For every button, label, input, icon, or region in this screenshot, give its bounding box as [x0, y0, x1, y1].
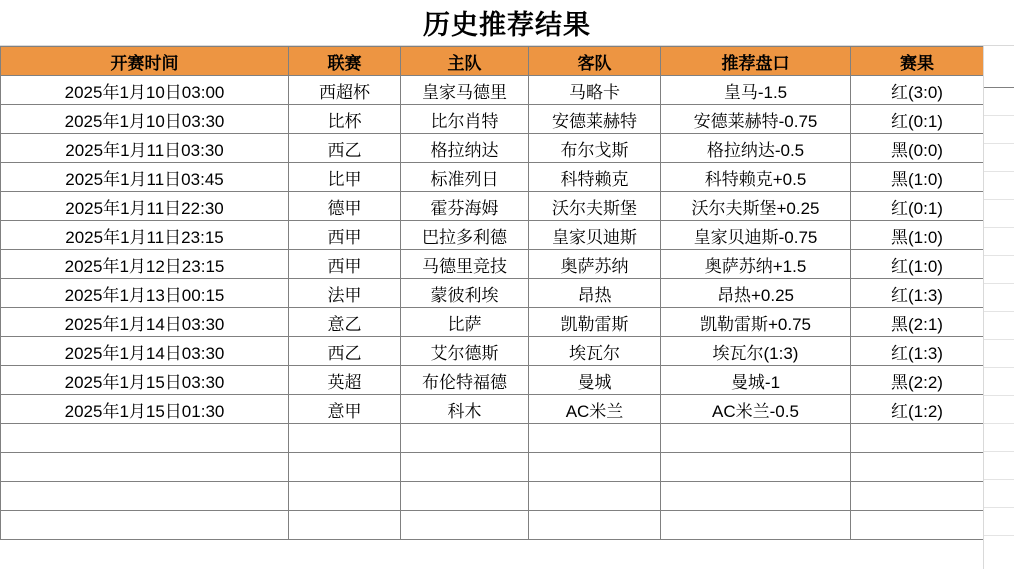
- empty-cell[interactable]: [401, 424, 529, 453]
- table-row: [1, 250, 984, 279]
- cell-time[interactable]: 2025年1月15日03:30: [1, 366, 289, 395]
- cell-time[interactable]: 2025年1月14日03:30: [1, 308, 289, 337]
- right-margin-cell: [984, 144, 1014, 172]
- empty-cell[interactable]: [851, 453, 984, 482]
- right-margin-cell: [984, 396, 1014, 424]
- cell-time[interactable]: 2025年1月15日01:30: [1, 395, 289, 424]
- cell-result[interactable]: 红(0:1): [851, 105, 984, 134]
- empty-cell[interactable]: [1, 424, 289, 453]
- cell-away-team[interactable]: 埃瓦尔: [529, 337, 661, 366]
- table-body: [1, 76, 984, 540]
- empty-cell[interactable]: [1, 482, 289, 511]
- cell-home-team[interactable]: 比萨: [401, 308, 529, 337]
- cell-result[interactable]: 黑(0:0): [851, 134, 984, 163]
- cell-home-team[interactable]: 皇家马德里: [401, 76, 529, 105]
- cell-away-team[interactable]: 马略卡: [529, 76, 661, 105]
- cell-handicap[interactable]: 科特赖克+0.5: [661, 163, 851, 192]
- empty-cell[interactable]: [289, 482, 401, 511]
- cell-away-team[interactable]: AC米兰: [529, 395, 661, 424]
- sheet-right-margin: [983, 46, 1014, 569]
- cell-home-team[interactable]: 科木: [401, 395, 529, 424]
- right-margin-cell: [984, 452, 1014, 480]
- table-row: [1, 192, 984, 221]
- right-margin-cell: [984, 284, 1014, 312]
- cell-away-team[interactable]: 安德莱赫特: [529, 105, 661, 134]
- right-margin-cell: [984, 480, 1014, 508]
- empty-cell[interactable]: [529, 511, 661, 540]
- cell-home-team[interactable]: 马德里竞技: [401, 250, 529, 279]
- column-header-league[interactable]: 联赛: [289, 47, 401, 76]
- empty-cell[interactable]: [851, 511, 984, 540]
- cell-home-team[interactable]: 霍芬海姆: [401, 192, 529, 221]
- right-margin-cell: [984, 172, 1014, 200]
- cell-handicap[interactable]: 曼城-1: [661, 366, 851, 395]
- empty-cell[interactable]: [529, 482, 661, 511]
- cell-home-team[interactable]: 比尔肖特: [401, 105, 529, 134]
- cell-handicap[interactable]: 皇家贝迪斯-0.75: [661, 221, 851, 250]
- empty-cell[interactable]: [529, 424, 661, 453]
- cell-home-team[interactable]: 巴拉多利德: [401, 221, 529, 250]
- cell-result[interactable]: 红(3:0): [851, 76, 984, 105]
- table-row: [1, 76, 984, 105]
- table-header-row: [1, 47, 984, 76]
- empty-cell[interactable]: [1, 511, 289, 540]
- cell-handicap[interactable]: 埃瓦尔(1:3): [661, 337, 851, 366]
- right-margin-cell: [984, 116, 1014, 144]
- cell-away-team[interactable]: 沃尔夫斯堡: [529, 192, 661, 221]
- empty-cell[interactable]: [289, 511, 401, 540]
- table-row: [1, 395, 984, 424]
- empty-cell[interactable]: [851, 424, 984, 453]
- empty-cell[interactable]: [289, 453, 401, 482]
- empty-table-row: [1, 482, 984, 511]
- column-header-time[interactable]: 开赛时间: [1, 47, 289, 76]
- table-row: [1, 308, 984, 337]
- cell-away-team[interactable]: 布尔戈斯: [529, 134, 661, 163]
- cell-away-team[interactable]: 凯勒雷斯: [529, 308, 661, 337]
- empty-cell[interactable]: [661, 424, 851, 453]
- table-row: [1, 221, 984, 250]
- empty-table-row: [1, 511, 984, 540]
- page-title: 历史推荐结果: [423, 10, 591, 40]
- cell-time[interactable]: 2025年1月10日03:30: [1, 105, 289, 134]
- cell-time[interactable]: 2025年1月11日23:15: [1, 221, 289, 250]
- cell-result[interactable]: 红(1:3): [851, 337, 984, 366]
- right-margin-cell: [984, 200, 1014, 228]
- cell-time[interactable]: 2025年1月10日03:00: [1, 76, 289, 105]
- empty-cell[interactable]: [851, 482, 984, 511]
- cell-time[interactable]: 2025年1月11日03:30: [1, 134, 289, 163]
- cell-handicap[interactable]: 昂热+0.25: [661, 279, 851, 308]
- cell-league[interactable]: 西甲: [289, 250, 401, 279]
- cell-league[interactable]: 意甲: [289, 395, 401, 424]
- empty-cell[interactable]: [401, 482, 529, 511]
- cell-away-team[interactable]: 皇家贝迪斯: [529, 221, 661, 250]
- table-row: [1, 337, 984, 366]
- cell-home-team[interactable]: 蒙彼利埃: [401, 279, 529, 308]
- cell-result[interactable]: 红(1:2): [851, 395, 984, 424]
- cell-handicap[interactable]: 凯勒雷斯+0.75: [661, 308, 851, 337]
- empty-cell[interactable]: [661, 511, 851, 540]
- cell-result[interactable]: 红(1:3): [851, 279, 984, 308]
- empty-cell[interactable]: [661, 482, 851, 511]
- cell-away-team[interactable]: 昂热: [529, 279, 661, 308]
- cell-league[interactable]: 西乙: [289, 134, 401, 163]
- cell-league[interactable]: 意乙: [289, 308, 401, 337]
- cell-result[interactable]: 黑(1:0): [851, 163, 984, 192]
- cell-handicap[interactable]: 安德莱赫特-0.75: [661, 105, 851, 134]
- right-margin-cell: [984, 256, 1014, 284]
- cell-time[interactable]: 2025年1月11日22:30: [1, 192, 289, 221]
- empty-cell[interactable]: [401, 453, 529, 482]
- right-margin-cell: [984, 424, 1014, 452]
- cell-handicap[interactable]: 格拉纳达-0.5: [661, 134, 851, 163]
- empty-cell[interactable]: [289, 424, 401, 453]
- right-margin-header-cell: [984, 46, 1014, 88]
- empty-cell[interactable]: [401, 511, 529, 540]
- cell-home-team[interactable]: 艾尔德斯: [401, 337, 529, 366]
- cell-league[interactable]: 西甲: [289, 221, 401, 250]
- column-header-home-team[interactable]: 主队: [401, 47, 529, 76]
- cell-result[interactable]: 黑(2:2): [851, 366, 984, 395]
- table-row: [1, 279, 984, 308]
- table-row: [1, 163, 984, 192]
- cell-result[interactable]: 红(1:0): [851, 250, 984, 279]
- cell-home-team[interactable]: 格拉纳达: [401, 134, 529, 163]
- cell-league[interactable]: 西乙: [289, 337, 401, 366]
- right-margin-cell: [984, 312, 1014, 340]
- cell-league[interactable]: 比杯: [289, 105, 401, 134]
- cell-league[interactable]: 西超杯: [289, 76, 401, 105]
- right-margin-cell: [984, 88, 1014, 116]
- table-row: [1, 134, 984, 163]
- cell-away-team[interactable]: 科特赖克: [529, 163, 661, 192]
- cell-time[interactable]: 2025年1月12日23:15: [1, 250, 289, 279]
- cell-time[interactable]: 2025年1月11日03:45: [1, 163, 289, 192]
- cell-league[interactable]: 德甲: [289, 192, 401, 221]
- table-row: [1, 105, 984, 134]
- column-header-result[interactable]: 赛果: [851, 47, 984, 76]
- cell-league[interactable]: 比甲: [289, 163, 401, 192]
- cell-result[interactable]: 红(0:1): [851, 192, 984, 221]
- right-margin-cell: [984, 340, 1014, 368]
- cell-handicap[interactable]: AC米兰-0.5: [661, 395, 851, 424]
- right-margin-cell: [984, 228, 1014, 256]
- cell-league[interactable]: 英超: [289, 366, 401, 395]
- empty-cell[interactable]: [1, 453, 289, 482]
- right-margin-cell: [984, 368, 1014, 396]
- cell-handicap[interactable]: 沃尔夫斯堡+0.25: [661, 192, 851, 221]
- empty-table-row: [1, 453, 984, 482]
- cell-away-team[interactable]: 奥萨苏纳: [529, 250, 661, 279]
- cell-league[interactable]: 法甲: [289, 279, 401, 308]
- cell-result[interactable]: 黑(1:0): [851, 221, 984, 250]
- cell-result[interactable]: 黑(2:1): [851, 308, 984, 337]
- empty-cell[interactable]: [661, 453, 851, 482]
- table-row: [1, 366, 984, 395]
- cell-home-team[interactable]: 标准列日: [401, 163, 529, 192]
- cell-away-team[interactable]: 曼城: [529, 366, 661, 395]
- empty-table-row: [1, 424, 984, 453]
- results-table: [0, 46, 984, 540]
- cell-handicap[interactable]: 皇马-1.5: [661, 76, 851, 105]
- cell-time[interactable]: 2025年1月13日00:15: [1, 279, 289, 308]
- column-header-away-team[interactable]: 客队: [529, 47, 661, 76]
- right-margin-cell: [984, 508, 1014, 536]
- document-title-row: [0, 0, 1014, 46]
- column-header-handicap[interactable]: 推荐盘口: [661, 47, 851, 76]
- cell-handicap[interactable]: 奥萨苏纳+1.5: [661, 250, 851, 279]
- cell-home-team[interactable]: 布伦特福德: [401, 366, 529, 395]
- table-header: [1, 47, 984, 76]
- empty-cell[interactable]: [529, 453, 661, 482]
- cell-time[interactable]: 2025年1月14日03:30: [1, 337, 289, 366]
